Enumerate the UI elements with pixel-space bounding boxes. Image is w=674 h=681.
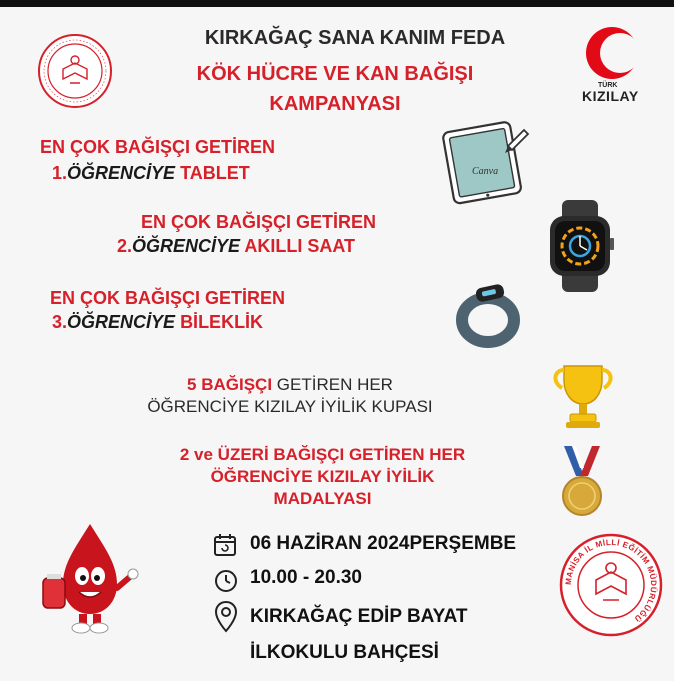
event-time: 10.00 - 20.30 [250,567,362,588]
kizilay-text: KIZILAY [582,88,639,104]
header-title [120,27,590,50]
event-date: 06 HAZİRAN 2024PERŞEMBE [250,533,517,554]
prize-1-word: ÖĞRENCİYE [67,163,176,183]
trophy-icon [546,360,620,430]
blood-drop-mascot [35,518,145,638]
kizilay-small-text: TÜRK [598,82,618,89]
prize-1-rank: 1. [52,163,68,183]
tablet-icon [438,116,534,208]
medal-line-2: ÖĞRENCİYE KIZILAY İYİLİK [210,467,435,486]
prize-2-item: AKILLI SAAT [244,236,356,256]
clock-icon [213,568,239,594]
prize-2-rank: 2. [117,236,133,256]
calendar-icon [212,532,238,558]
crescent-icon [582,25,642,81]
prize-3-text [50,286,285,334]
cup-line-1 [125,374,455,396]
prize-1-line-1: EN ÇOK BAĞIŞÇI GETİREN [40,137,276,157]
cup-rest-text: GETİREN HER [272,375,393,394]
prize-3-rank: 3. [52,312,68,332]
location-pin-icon [214,600,238,634]
cup-red-text: 5 BAĞIŞÇI [187,375,273,394]
header-line-2: KÖK HÜCRE VE KAN BAĞIŞI [196,63,474,85]
prize-2-text [117,210,376,258]
seal-ring-text: MANİSA İL MİLLİ EĞİTİM MÜDÜRLÜĞÜ [563,537,659,624]
smartwatch-icon [540,200,620,292]
prize-2-line-2 [117,234,376,258]
prize-3-line-2 [50,310,285,334]
kizilay-logo [578,25,648,105]
event-place-line-2: İLKOKULU BAHÇESİ [250,642,439,663]
prize-2-word: ÖĞRENCİYE [132,236,241,256]
top-edge [0,0,674,7]
wristband-icon [452,282,528,350]
cup-text [125,374,455,418]
medal-line-3: MADALYASI [273,489,372,508]
tablet-canva-text: Canva [472,166,499,177]
medal-icon [554,446,610,522]
prize-1-line-2 [40,160,275,186]
prize-3-item: BİLEKLİK [180,312,264,332]
event-place [250,599,468,671]
prize-3-word: ÖĞRENCİYE [67,312,176,332]
event-place-line-1: KIRKAĞAÇ EDİP BAYAT [250,606,468,627]
prize-1-item: TABLET [180,163,250,183]
header-subtitle [120,59,550,119]
cup-line-2: ÖĞRENCİYE KIZILAY İYİLİK KUPASI [147,397,433,416]
prize-2-line-1: EN ÇOK BAĞIŞÇI GETİREN [141,212,377,232]
medal-text [135,444,510,510]
header-line-3: KAMPANYASI [269,93,401,115]
meb-seal-logo [37,33,113,109]
prize-1-text [40,134,275,186]
prize-3-line-1: EN ÇOK BAĞIŞÇI GETİREN [50,288,286,308]
medal-line-1: 2 ve ÜZERİ BAĞIŞÇI GETİREN HER [179,445,466,464]
header-line-1: KIRKAĞAÇ SANA KANIM FEDA [204,27,506,49]
manisa-meb-seal-logo [558,532,664,638]
